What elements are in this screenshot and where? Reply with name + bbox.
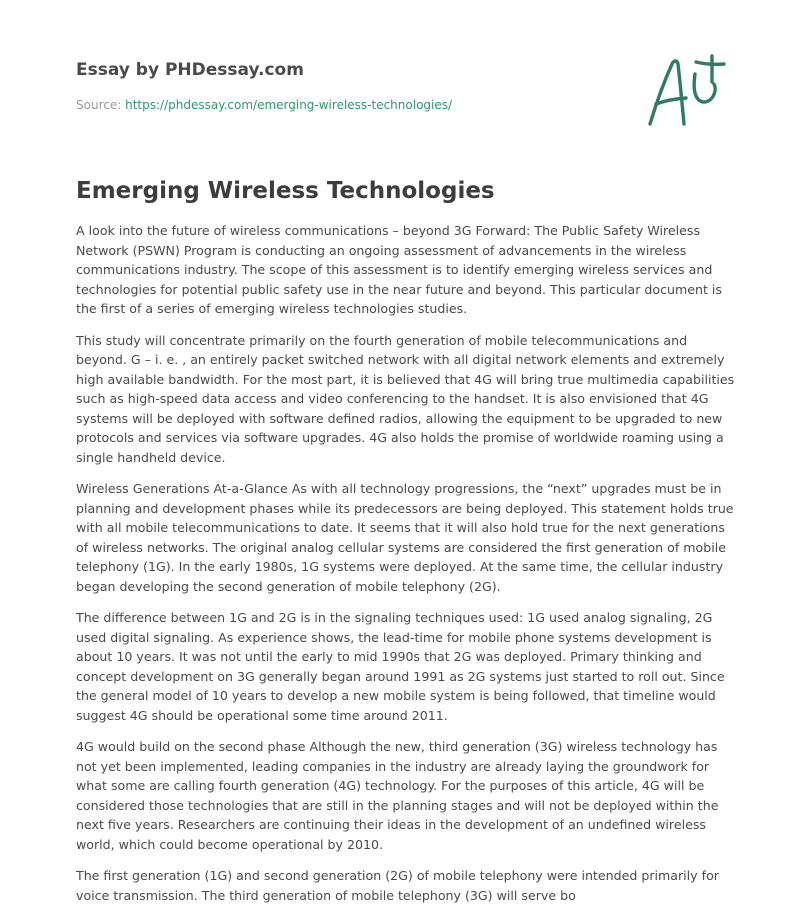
- source-link[interactable]: https://phdessay.com/emerging-wireless-technologies/: [125, 98, 453, 112]
- a-plus-logo-icon: [642, 52, 732, 132]
- article-paragraph: Wireless Generations At-a-Glance As with all technology progressions, the “next” upgrades must be in planning and development phases while its predecessors are being deployed. This statement holds true with all mobile telecommunications to date. It seems that it will also hold true for the next generations of wireless networks. The original analog cellular systems are considered the first generation of mobile telephony (1G). In the early 1980s, 1G systems were deployed. At the same time, the cellular industry began developing the second generation of mobile telephony (2G).: [76, 481, 734, 594]
- article-paragraph: This study will concentrate primarily on the fourth generation of mobile telecommunications and beyond. G – i. e. , an entirely packet switched network with all digital network elements and extremely high available bandwidth. For the most part, it is believed that 4G will bring true multimedia capabilities such as high-speed data access and video conferencing to the handset. It is also envisioned that 4G systems will be deployed with software defined radios, allowing the equipment to be upgraded to new protocols and services via software upgrades. 4G also holds the promise of worldwide roaming using a single handheld device.: [76, 332, 735, 465]
- essay-header: [76, 58, 636, 114]
- article-paragraph: A look into the future of wireless communications – beyond 3G Forward: The Public Safety Wireless Network (PSWN) Program is conducting an ongoing assessment of advancements in the wireless communications industry. The scope of this assessment is to identify emerging wireless services and technologies for potential public safety use in the near future and beyond. This particular document is the first of a series of emerging wireless technologies studies.: [76, 223, 722, 316]
- article-paragraph: The difference between 1G and 2G is in the signaling techniques used: 1G used analog signaling, 2G used digital signaling. As experience shows, the lead-time for mobile phone systems development is about 10 years. It was not until the early to mid 1990s that 2G was deployed. Primary thinking and concept development on 3G generally began around 1991 as 2G systems just started to roll out. Since the general model of 10 years to develop a new mobile system is being followed, that timeline would suggest 4G should be operational some time around 2011.: [76, 610, 725, 723]
- site-title: Essay by PHDessay.com: [76, 60, 304, 80]
- article-paragraph: 4G would build on the second phase Although the new, third generation (3G) wireless technology has not yet been implemented, leading companies in the industry are already laying the groundwork for what some are calling fourth generation (4G) technology. For the purposes of this article, 4G will be considered those technologies that are still in the planning stages and will not be deployed within the next five years. Researchers are continuing their ideas in the development of an undefined wireless world, which could become operational by 2010.: [76, 739, 719, 852]
- article-body: [76, 221, 736, 917]
- source-line: [76, 96, 636, 114]
- source-label: Source:: [76, 98, 122, 112]
- article-paragraph: The first generation (1G) and second generation (2G) of mobile telephony were intended primarily for voice transmission. The third generation of mobile telephony (3G) will serve bo: [76, 868, 719, 903]
- article-title: Emerging Wireless Technologies: [76, 178, 495, 204]
